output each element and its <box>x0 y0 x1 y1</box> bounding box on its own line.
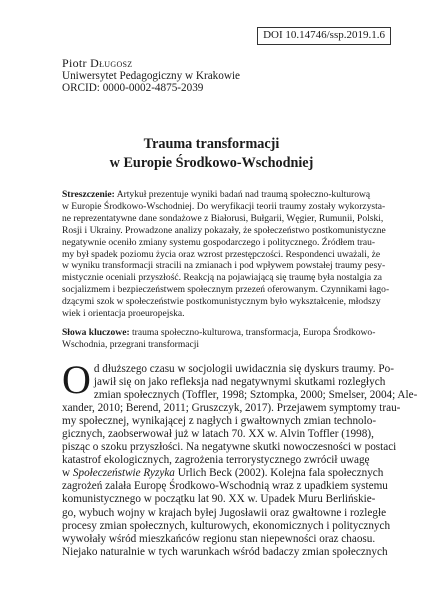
title-line-2: w Europie Środkowo-Wschodniej <box>109 155 314 171</box>
abstract-line: Rosji i Ukrainy. Prowadzone analizy pokazały, że społeczeństwo postkomunistyczne <box>62 224 386 236</box>
drop-cap: O <box>62 357 91 402</box>
keywords <box>62 326 376 351</box>
body-line: jawił się on jako refleksja nad negatywnymi skutkami rozległych <box>93 376 386 389</box>
abstract-line: w wyniku transformacji stracili na zmianach i pod wpływem powstałej traumy pesy- <box>62 260 386 272</box>
author-name <box>62 57 240 70</box>
body-line: procesy zmian społecznych, kulturowych, ekonomicznych i politycznych <box>62 519 391 532</box>
body-paragraph <box>62 357 418 559</box>
body-line: w Społeczeństwie Ryzyka Urlich Beck (2002). Kolejna fala społecznych <box>62 467 384 480</box>
article-body <box>62 357 418 559</box>
abstract-line: socjalizmem i bezpieczeństwem społecznym przezeń oferowanym. Czynnikami łago- <box>62 284 390 296</box>
abstract <box>62 189 390 351</box>
body-line: d dłuższego czasu w socjologii uwidacznia się dyskurs traumy. Po- <box>93 363 394 375</box>
article-title <box>0 135 423 173</box>
author-affiliation: Uniwersytet Pedagogiczny w Krakowie <box>62 69 241 82</box>
doi-box <box>257 27 391 45</box>
body-line: zmian społecznych (Toffler, 1998; Sztompka, 2000; Smelser, 2004; Ale- <box>93 389 418 402</box>
body-line: Niejako naturalnie w tych warunkach wśród badaczy zmian społecznych <box>62 545 388 558</box>
abstract-line: ne reprezentatywne dane sondażowe z Białorusi, Bułgarii, Węgier, Rumunii, Polski, <box>62 212 384 224</box>
author-first-name: Piotr <box>62 56 91 70</box>
body-line: komunistycznego w początku lat 90. XX w. Upadek Muru Berlińskie- <box>62 493 376 506</box>
body-line: zagrożeń zalała Europę Środkowo-Wschodnią wraz z upadkiem systemu <box>62 480 388 493</box>
abstract-line: mistycznie oceniali przyszłość. Reakcją na pojawiającą się traumę była nostalgia za <box>62 272 382 284</box>
body-line: go, wybuch wojny w krajach byłej Jugosławii oraz gwałtowne i rozległe <box>62 506 387 519</box>
keywords-line: Słowa kluczowe: trauma społeczno-kulturowa, transformacja, Europa Środkowo- <box>62 326 376 338</box>
title-line-1: Trauma transformacji <box>143 136 280 152</box>
abstract-line: dzącymi szok w społeczeństwie postkomunistycznym było wykształcenie, młodszy <box>62 296 381 308</box>
body-line: katastrof ekologicznych, zagrożenia terrorystycznego zwrócił uwagę <box>62 454 370 467</box>
abstract-line: wiek i orientacja proeuropejska. <box>62 308 185 320</box>
author-last-name: Długosz <box>90 56 133 70</box>
author-block <box>62 57 240 95</box>
abstract-line: Streszczenie: Artykuł prezentuje wyniki badań nad traumą społeczno-kulturową <box>62 189 371 200</box>
abstract-paragraph <box>62 189 390 320</box>
keywords-line: Wschodnia, przegrani transformacji <box>62 338 200 350</box>
body-line: pisząc o szoku przyszłości. Na negatywne skutki nowoczesności w postaci <box>62 441 397 454</box>
body-line: my społecznej, wynikającej z nagłych i gwałtownych zmian technolo- <box>62 415 377 428</box>
keywords-label: Słowa kluczowe: <box>62 326 130 338</box>
body-line: gicznych, zaobserwował już w latach 70. XX w. Alvin Toffler (1998), <box>62 428 374 441</box>
body-line: wywołały wśród mieszkańców regionu stan niepewności oraz chaosu. <box>62 532 376 545</box>
body-line: xander, 2010; Berend, 2011; Gruszczyk, 2017). Przejawem symptomy trau- <box>62 402 401 415</box>
author-orcid: ORCID: 0000-0002-4875-2039 <box>62 82 204 95</box>
book-title: Społeczeństwie Ryzyka <box>72 467 175 480</box>
abstract-label: Streszczenie: <box>62 189 115 200</box>
doi-text: DOI 10.14746/ssp.2019.1.6 <box>263 29 385 41</box>
abstract-line: negatywnie oceniło zmiany systemu gospodarczego i politycznego. Źródłem trau- <box>62 236 376 248</box>
abstract-line: w Europie Środkowo-Wschodniej. Do weryfikacji teorii traumy zostały wykorzysta- <box>62 200 386 212</box>
abstract-line: my był spadek poziomu życia oraz wzrost przestępczości. Respondenci uważali, że <box>62 248 381 260</box>
